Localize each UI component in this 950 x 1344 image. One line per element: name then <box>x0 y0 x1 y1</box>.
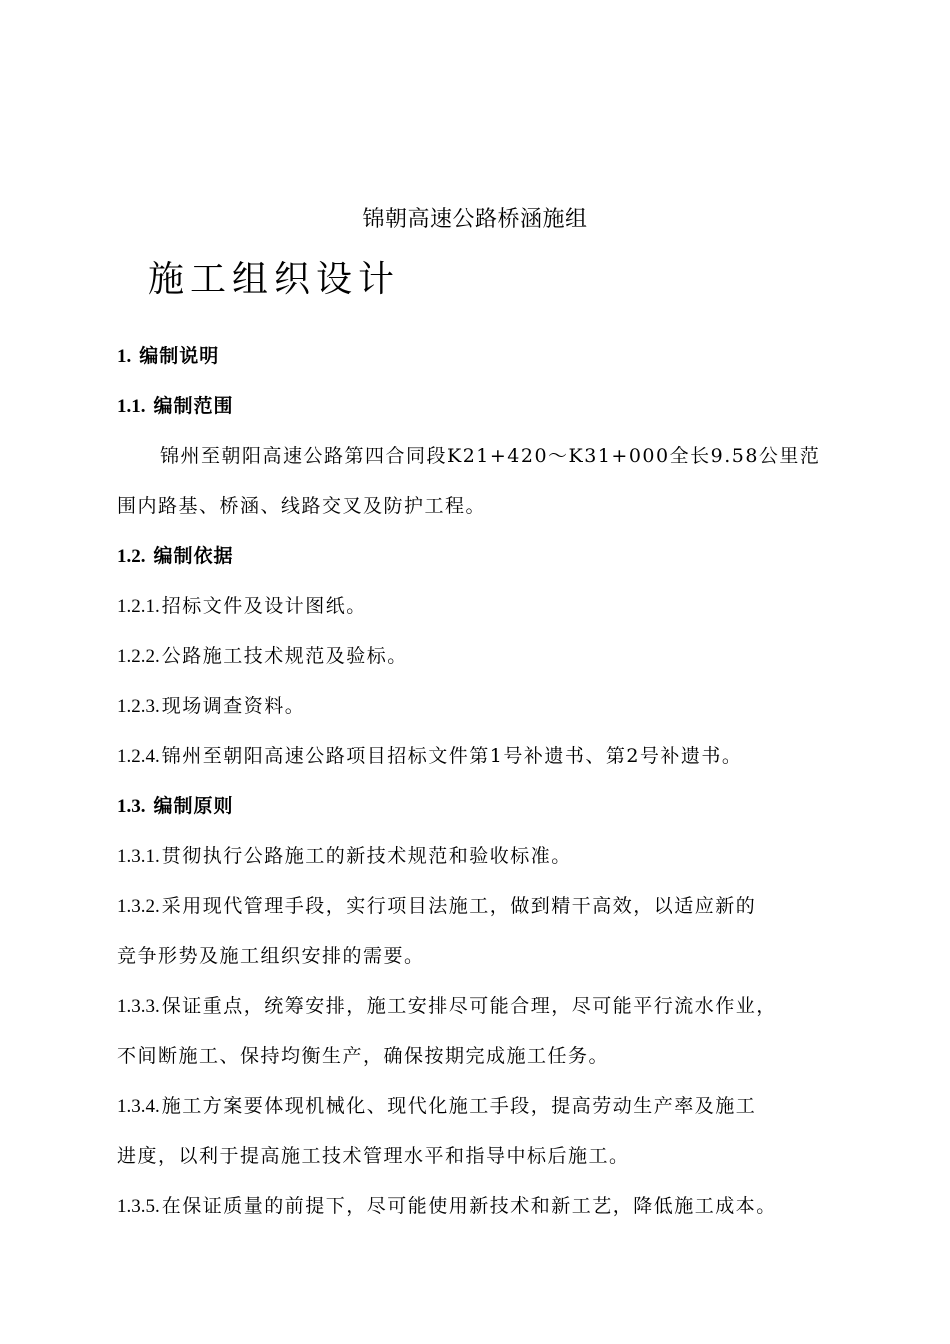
paragraph-text: 锦州至朝阳高速公路第四合同段K21+420～K31+000全长9.58公里范 <box>160 445 821 467</box>
item-text: 锦州至朝阳高速公路项目招标文件第1号补遗书、第2号补遗书。 <box>161 745 743 767</box>
item-text: 不间断施工、保持均衡生产，确保按期完成施工任务。 <box>117 1045 610 1067</box>
list-item <box>117 741 837 772</box>
item-text: 招标文件及设计图纸。 <box>161 595 367 617</box>
list-item-continuation <box>117 941 837 971</box>
paragraph-text: 围内路基、桥涵、线路交叉及防护工程。 <box>117 495 487 517</box>
item-number: 1.3.2. <box>117 896 160 917</box>
section-heading-1-1 <box>117 391 837 422</box>
section-number: 1. <box>117 346 132 367</box>
list-item <box>117 1091 837 1122</box>
section-title: 编制范围 <box>153 395 234 417</box>
item-number: 1.3.4. <box>117 1096 160 1117</box>
item-number: 1.2.1. <box>117 596 160 617</box>
section-number: 1.1. <box>117 396 146 417</box>
section-title: 编制原则 <box>153 795 234 817</box>
document-title: 施工组织设计 <box>148 259 401 300</box>
list-item <box>117 641 837 672</box>
section-title: 编制说明 <box>139 345 220 367</box>
item-text: 采用现代管理手段，实行项目法施工，做到精干高效，以适应新的 <box>161 895 757 917</box>
list-item-continuation <box>117 1041 837 1071</box>
item-number: 1.2.4. <box>117 746 160 767</box>
paragraph-line <box>117 491 837 521</box>
item-text: 施工方案要体现机械化、现代化施工手段，提高劳动生产率及施工 <box>161 1095 757 1117</box>
item-number: 1.2.3. <box>117 696 160 717</box>
list-item <box>117 891 837 922</box>
item-number: 1.3.1. <box>117 846 160 867</box>
paragraph-line <box>160 441 880 471</box>
item-text: 保证重点，统筹安排，施工安排尽可能合理，尽可能平行流水作业， <box>161 995 777 1017</box>
section-number: 1.2. <box>117 546 146 567</box>
item-number: 1.2.2. <box>117 646 160 667</box>
list-item-continuation <box>117 1141 837 1171</box>
section-heading-1 <box>117 341 837 372</box>
list-item <box>117 591 837 622</box>
section-number: 1.3. <box>117 796 146 817</box>
list-item <box>117 991 837 1022</box>
item-text: 在保证质量的前提下，尽可能使用新技术和新工艺，降低施工成本。 <box>161 1195 777 1217</box>
item-text: 现场调查资料。 <box>161 695 306 717</box>
document-subtitle: 锦朝高速公路桥涵施组 <box>362 207 588 232</box>
section-heading-1-2 <box>117 541 837 572</box>
item-number: 1.3.5. <box>117 1196 160 1217</box>
list-item <box>117 841 837 872</box>
section-heading-1-3 <box>117 791 837 822</box>
list-item <box>117 691 837 722</box>
list-item <box>117 1191 837 1222</box>
item-text: 进度，以利于提高施工技术管理水平和指导中标后施工。 <box>117 1145 630 1167</box>
item-text: 贯彻执行公路施工的新技术规范和验收标准。 <box>161 845 572 867</box>
section-title: 编制依据 <box>153 545 234 567</box>
item-text: 公路施工技术规范及验标。 <box>161 645 408 667</box>
item-number: 1.3.3. <box>117 996 160 1017</box>
item-text: 竞争形势及施工组织安排的需要。 <box>117 945 425 967</box>
